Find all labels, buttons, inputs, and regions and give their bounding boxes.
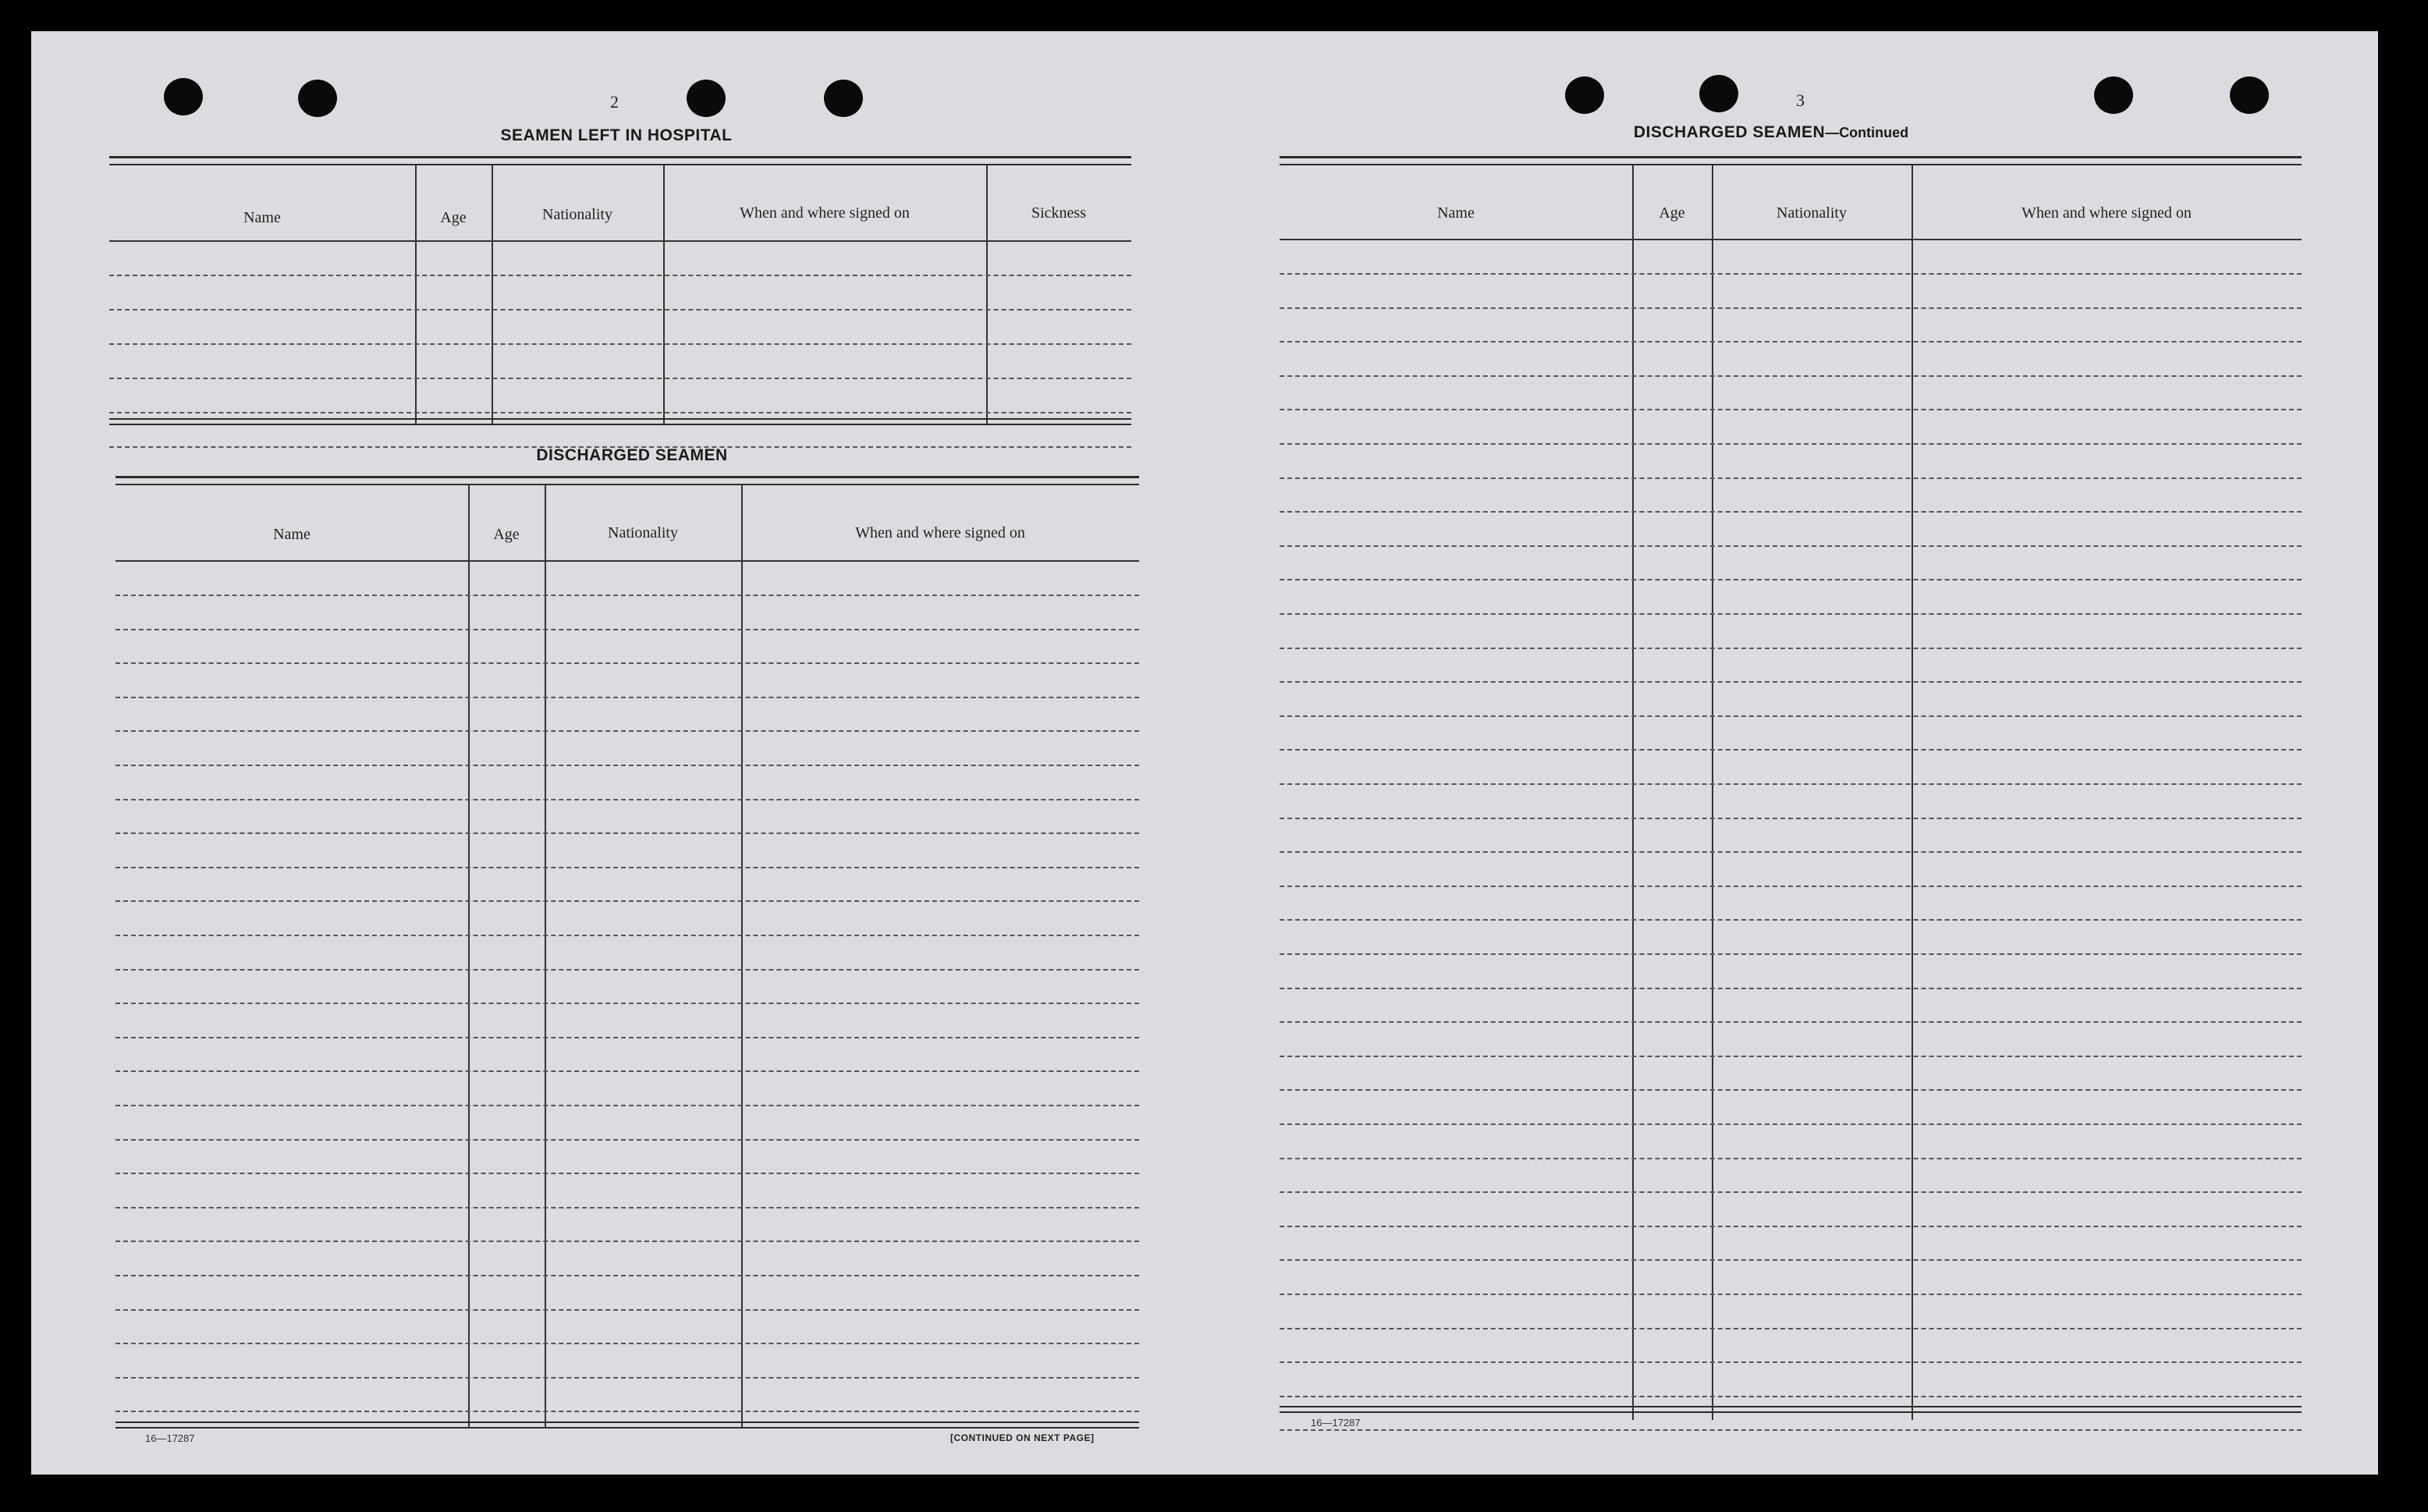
table-row	[115, 765, 1139, 766]
table-row	[109, 275, 1131, 276]
table-row	[115, 935, 1139, 936]
table-row	[1280, 375, 2302, 377]
table-row	[1280, 681, 2302, 683]
table-row	[1280, 818, 2302, 819]
table-row	[1280, 1396, 2302, 1397]
form-code-left: 16—17287	[145, 1432, 195, 1444]
column-divider	[545, 484, 546, 1428]
column-divider	[663, 164, 665, 425]
column-divider	[1632, 164, 1634, 1420]
column-divider	[468, 484, 470, 1428]
table-row	[1280, 648, 2302, 649]
header-underline	[109, 240, 1131, 242]
table-row	[115, 1003, 1139, 1004]
table-row	[1280, 715, 2302, 717]
table-row	[115, 1070, 1139, 1072]
table-row	[1280, 273, 2302, 275]
table-row	[1280, 1056, 2302, 1057]
table-row	[109, 309, 1131, 311]
table-row	[1280, 307, 2302, 309]
table-row	[115, 662, 1139, 664]
table-top-rule	[115, 476, 1139, 485]
table-row	[115, 799, 1139, 800]
table-row	[1280, 1328, 2302, 1329]
header-underline	[115, 560, 1139, 562]
table-row	[109, 343, 1131, 345]
table-row	[1280, 1259, 2302, 1261]
column-divider	[1712, 164, 1713, 1420]
title-suffix: —Continued	[1825, 125, 1909, 140]
table-row	[115, 697, 1139, 698]
table-row	[1280, 1226, 2302, 1227]
table-row	[115, 1207, 1139, 1209]
header-underline	[1280, 239, 2302, 240]
punch-hole	[687, 80, 726, 117]
column-header-nationality: Nationality	[608, 524, 678, 541]
table-top-rule	[109, 156, 1131, 165]
table-row	[115, 1377, 1139, 1379]
column-header-age: Age	[1659, 204, 1685, 222]
punch-hole	[1699, 75, 1738, 112]
column-header-name: Name	[243, 209, 281, 226]
page-number-right: 3	[1796, 91, 1805, 110]
column-header-name: Name	[1437, 204, 1475, 222]
table-row	[1280, 613, 2302, 615]
column-divider	[741, 484, 743, 1428]
table-row	[1280, 545, 2302, 547]
column-divider	[986, 164, 988, 425]
table-row	[115, 969, 1139, 971]
punch-hole	[164, 78, 203, 115]
table-row	[1280, 1089, 2302, 1091]
table-row	[109, 378, 1131, 379]
discharged-continued-table	[1280, 156, 2302, 1420]
punch-hole	[824, 80, 863, 117]
punch-hole	[2230, 76, 2269, 114]
column-header-age: Age	[440, 209, 467, 226]
table-row	[1280, 749, 2302, 751]
discharged-section-title: DISCHARGED SEAMEN	[536, 446, 728, 464]
title-main: DISCHARGED SEAMEN	[1633, 123, 1826, 141]
table-row	[1280, 988, 2302, 989]
discharged-table	[115, 476, 1139, 1428]
table-row	[1280, 409, 2302, 410]
table-bottom-rule	[1280, 1406, 2302, 1413]
table-row	[115, 867, 1139, 868]
table-row	[1280, 1191, 2302, 1193]
punch-hole	[298, 80, 337, 117]
table-bottom-rule	[109, 418, 1131, 425]
column-divider	[415, 164, 417, 425]
punch-hole	[2094, 76, 2133, 114]
hospital-section-title: SEAMEN LEFT IN HOSPITAL	[500, 126, 733, 144]
table-row	[1280, 886, 2302, 887]
table-row	[115, 1309, 1139, 1311]
continued-note: [CONTINUED ON NEXT PAGE]	[950, 1432, 1095, 1443]
table-row	[1280, 443, 2302, 445]
table-row	[115, 1240, 1139, 1242]
form-code-right: 16—17287	[1311, 1417, 1361, 1429]
table-row	[115, 1343, 1139, 1344]
table-row	[1280, 511, 2302, 513]
table-row	[115, 900, 1139, 902]
page-number-left: 2	[610, 92, 619, 112]
table-row	[1280, 953, 2302, 955]
table-top-rule	[1280, 156, 2302, 165]
table-row	[115, 1411, 1139, 1412]
column-header-age: Age	[493, 526, 520, 543]
table-row	[1280, 783, 2302, 785]
column-header-nationality: Nationality	[542, 206, 612, 223]
hospital-table	[109, 156, 1131, 425]
table-row	[1280, 579, 2302, 580]
column-header-name: Name	[273, 526, 311, 543]
table-row	[115, 832, 1139, 834]
column-header-nationality: Nationality	[1777, 204, 1847, 222]
column-header-sickness: Sickness	[1031, 204, 1086, 222]
table-row	[1280, 1123, 2302, 1125]
column-header-signed-on: When and where signed on	[855, 524, 1025, 541]
table-row	[115, 595, 1139, 596]
form-sheet	[31, 31, 2378, 1475]
table-row	[115, 730, 1139, 732]
table-row	[115, 1275, 1139, 1276]
table-row	[1280, 1361, 2302, 1363]
table-row	[1280, 851, 2302, 853]
punch-hole	[1565, 76, 1604, 114]
table-row	[1280, 341, 2302, 343]
discharged-continued-title	[1553, 123, 1990, 142]
table-row	[115, 1105, 1139, 1106]
column-divider	[492, 164, 493, 425]
table-row	[1280, 1021, 2302, 1023]
table-bottom-rule	[115, 1421, 1139, 1429]
table-row	[109, 412, 1131, 413]
table-row	[1280, 919, 2302, 921]
table-row	[115, 629, 1139, 630]
table-row	[1280, 1158, 2302, 1159]
table-row	[1280, 1294, 2302, 1295]
column-header-signed-on: When and where signed on	[740, 204, 910, 222]
table-row	[115, 1037, 1139, 1038]
table-row	[1280, 1429, 2302, 1431]
table-row	[1280, 477, 2302, 479]
column-header-signed-on: When and where signed on	[2022, 204, 2192, 222]
table-row	[115, 1139, 1139, 1141]
table-row	[115, 1173, 1139, 1174]
column-divider	[1912, 164, 1913, 1420]
